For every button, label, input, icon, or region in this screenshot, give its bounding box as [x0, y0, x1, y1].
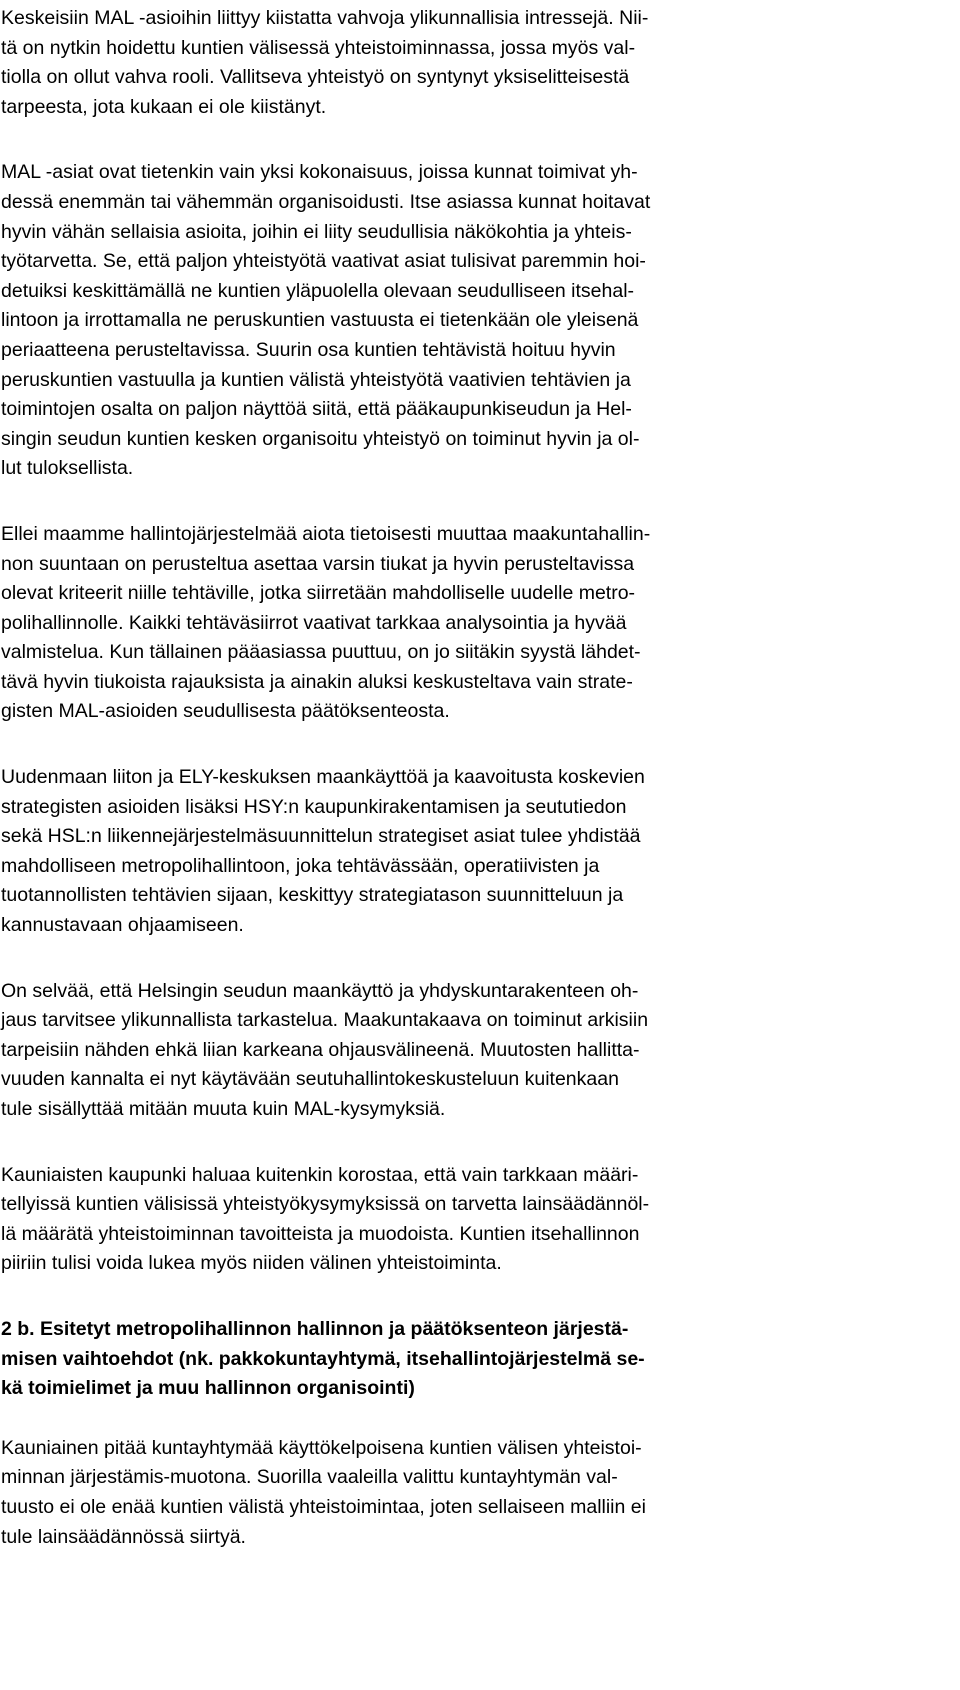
text-line: periaatteena perusteltavissa. Suurin osa kuntien tehtävistä hoituu hyvin — [1, 338, 616, 361]
paragraph-5 — [0, 977, 960, 1125]
text-line: olevat kriteerit niille tehtäville, jotka siirretään mahdolliselle uudelle metro- — [1, 582, 636, 605]
text-line: gisten MAL-asioiden seudullisesta päätöksenteosta. — [1, 700, 450, 723]
text-line: On selvää, että Helsingin seudun maankäyttö ja yhdyskuntarakenteen oh- — [1, 979, 639, 1002]
text-line: lut tuloksellista. — [1, 457, 134, 480]
text-line: tiolla on ollut vahva rooli. Vallitseva yhteistyö on syntynyt yksiselitteisestä — [1, 66, 630, 89]
text-line: minnan järjestämis-muotona. Suorilla vaaleilla valittu kuntayhtymän val- — [1, 1466, 618, 1489]
text-line: jaus tarvitsee ylikunnallista tarkastelua. Maakuntakaava on toiminut arkisiin — [1, 1009, 649, 1032]
text-line: Kauniaisten kaupunki haluaa kuitenkin korostaa, että vain tarkkaan määri- — [1, 1163, 639, 1186]
text-line: tuotannollisten tehtävien sijaan, keskittyy strategiatason suunnitteluun ja — [1, 884, 624, 907]
text-line: tellyissä kuntien välisissä yhteistyökysymyksissä on tarvetta lainsäädännöl- — [1, 1193, 650, 1216]
text-line: tarpeesta, jota kukaan ei ole kiistänyt. — [1, 95, 327, 118]
text-line: sekä HSL:n liikennejärjestelmäsuunnittelun strategiset asiat tulee yhdistää — [1, 825, 641, 848]
text-line: lintoon ja irrottamalla ne peruskuntien vastuusta ei tietenkään ole yleisenä — [1, 309, 639, 332]
text-line: non suuntaan on perusteltua asettaa varsin tiukat ja hyvin perusteltavissa — [1, 552, 635, 575]
text-line: MAL -asiat ovat tietenkin vain yksi kokonaisuus, joissa kunnat toimivat yh- — [1, 161, 638, 184]
text-line: toimintojen osalta on paljon näyttöä siitä, että pääkaupunkiseudun ja Hel- — [1, 398, 632, 421]
text-line: hyvin vähän sellaisia asioita, joihin ei liity seudullisia näkökohtia ja yhteis- — [1, 220, 632, 243]
paragraph-1 — [0, 4, 960, 122]
text-line: Kauniainen pitää kuntayhtymää käyttökelpoisena kuntien välisen yhteistoi- — [1, 1436, 642, 1459]
text-line: lä määrätä yhteistoiminnan tavoitteista ja muodoista. Kuntien itsehallinnon — [1, 1222, 640, 1245]
text-line: detuiksi keskittämällä ne kuntien yläpuolella olevaan seudulliseen itsehal- — [1, 279, 635, 302]
text-line: tarpeisiin nähden ehkä liian karkeana ohjausvälineenä. Muutosten hallitta- — [1, 1038, 640, 1061]
paragraph-2 — [0, 158, 960, 484]
text-line: tule sisällyttää mitään muuta kuin MAL-kysymyksiä. — [1, 1098, 446, 1120]
text-line: piiriin tulisi voida lukea myös niiden välinen yhteistoiminta. — [1, 1252, 502, 1275]
text-line: mahdolliseen metropolihallintoon, joka tehtävässään, operatiivisten ja — [1, 854, 600, 877]
section-heading — [0, 1315, 960, 1404]
paragraph-4 — [0, 763, 960, 941]
paragraph-3 — [0, 520, 960, 727]
paragraph-7 — [0, 1434, 960, 1552]
heading-line: misen vaihtoehdot (nk. pakkokuntayhtymä, itsehallintojärjestelmä se- — [1, 1347, 645, 1370]
text-line: strategisten asioiden lisäksi HSY:n kaupunkirakentamisen ja seututiedon — [1, 795, 627, 818]
paragraph-6 — [0, 1161, 960, 1279]
text-line: työtarvetta. Se, että paljon yhteistyötä vaativat asiat tulisivat paremmin hoi- — [1, 250, 646, 273]
text-line: peruskuntien vastuulla ja kuntien välistä yhteistyötä vaativien tehtävien ja — [1, 368, 631, 391]
text-line: tuusto ei ole enää kuntien välistä yhteistoimintaa, joten sellaiseen malliin ei — [1, 1495, 646, 1518]
text-line: dessä enemmän tai vähemmän organisoidusti. Itse asiassa kunnat hoitavat — [1, 190, 651, 213]
text-line: valmistelua. Kun tällainen pääasiassa puuttuu, on jo siitäkin syystä lähdet- — [1, 641, 641, 664]
text-line: tä on nytkin hoidettu kuntien välisessä yhteistoiminnassa, jossa myös val- — [1, 36, 636, 59]
text-line: polihallinnolle. Kaikki tehtäväsiirrot vaativat tarkkaa analysointia ja hyvää — [1, 611, 627, 634]
text-line: Ellei maamme hallintojärjestelmää aiota tietoisesti muuttaa maakuntahallin- — [1, 522, 651, 545]
heading-line: kä toimielimet ja muu hallinnon organisointi) — [1, 1377, 415, 1400]
text-line: Keskeisiin MAL -asioihin liittyy kiistatta vahvoja ylikunnallisia intressejä. Nii- — [1, 7, 649, 29]
text-line: kannustavaan ohjaamiseen. — [1, 914, 244, 937]
text-line: tule lainsäädännössä siirtyä. — [1, 1525, 246, 1548]
heading-line: 2 b. Esitetyt metropolihallinnon hallinnon ja päätöksenteon järjestä- — [1, 1317, 629, 1340]
text-line: vuuden kannalta ei nyt käytävään seutuhallintokeskusteluun kuitenkaan — [1, 1068, 619, 1091]
text-line: Uudenmaan liiton ja ELY-keskuksen maankäyttöä ja kaavoitusta koskevien — [1, 766, 645, 789]
text-line: tävä hyvin tiukoista rajauksista ja ainakin aluksi keskusteltava vain strate- — [1, 670, 633, 693]
text-line: singin seudun kuntien kesken organisoitu yhteistyö on toiminut hyvin ja ol- — [1, 427, 640, 450]
